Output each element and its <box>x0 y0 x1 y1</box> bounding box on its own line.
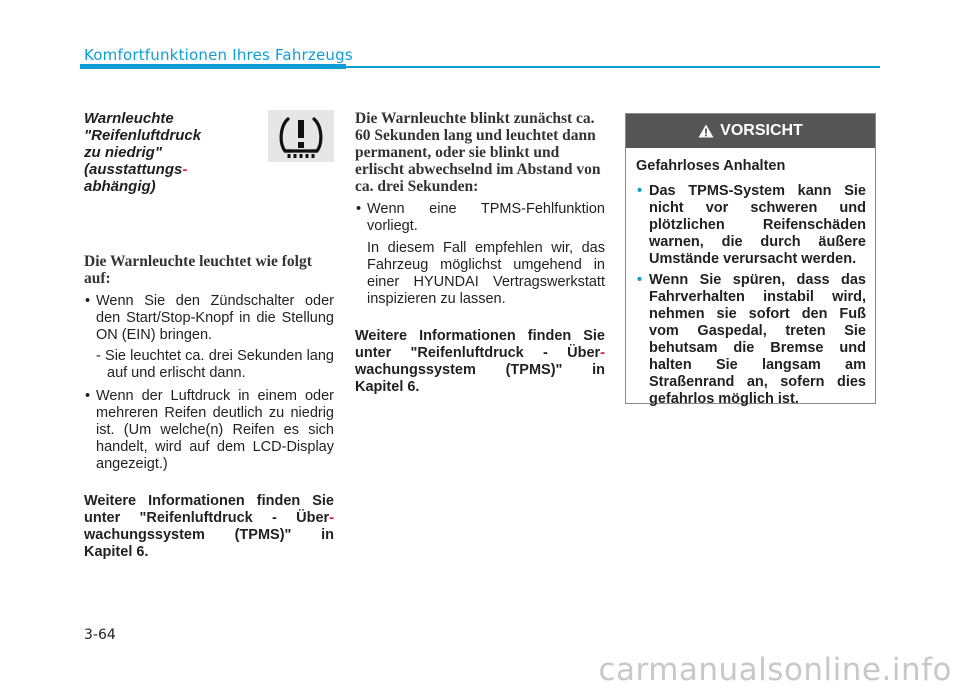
hyphen-red: - <box>182 161 188 178</box>
sub-item: - Sie leuchtet ca. drei Sekunden lang auf und erlischt dann. <box>96 348 334 381</box>
heading-text: (ausstattungs <box>84 161 183 178</box>
heading-line <box>84 161 264 178</box>
watermark: carmanualsonline.info <box>598 652 952 688</box>
more-info-text <box>355 328 605 396</box>
hyphen-red: - <box>600 345 605 361</box>
header-rule-thick <box>80 64 346 69</box>
heading-line: Warnleuchte <box>84 110 174 127</box>
more-info-part: Weitere Informationen finden Sie unter "Reifenluftdruck - Über <box>84 493 334 526</box>
caution-list <box>636 183 866 408</box>
list-item <box>84 293 334 382</box>
caution-box <box>625 113 876 407</box>
header-rule-thin <box>346 66 880 68</box>
more-info-part: Weitere Informationen finden Sie unter "Reifenluftdruck - Über <box>355 328 605 361</box>
heading-line: "Reifenluftdruck <box>84 127 202 144</box>
middle-column <box>355 110 605 396</box>
list-item: • Wenn Sie spüren, dass das Fahrverhalten instabil wird, nehmen sie sofort den Fuß vom Gaspedal, treten Sie behutsam die Bremse und halten Sie langsam am Straßenrand an, sofern dies gefahrlos möglich ist. <box>636 272 866 408</box>
note-text: In diesem Fall empfehlen wir, das Fahrzeug möglichst umgehend in einer HYUNDAI Vertragswerkstatt inspizieren zu lassen. <box>367 240 605 307</box>
bullet-list <box>355 201 605 235</box>
caution-label: VORSICHT <box>720 122 803 139</box>
heading-line: zu niedrig" <box>84 144 162 161</box>
section-title: Komfortfunktionen Ihres Fahrzeugs <box>84 46 353 64</box>
bullet-list <box>84 293 334 473</box>
caution-title: Gefahrloses Anhalten <box>636 158 786 174</box>
more-info-part: wachungssystem (TPMS)" in Kapitel 6. <box>355 362 605 395</box>
blink-intro-text: Die Warnleuchte blinkt zunächst ca. 60 Sekunden lang und leuchtet dann permanent, oder sie blinkt und erlischt abwechselnd im Abstand von ca. drei Sekunden: <box>355 110 601 195</box>
page-number: 3-64 <box>84 627 116 643</box>
warning-light-heading <box>84 110 264 195</box>
list-item: • Wenn eine TPMS-Fehlfunktion vorliegt. <box>355 201 605 235</box>
list-item: • Wenn der Luftdruck in einem oder mehreren Reifen deutlich zu niedrig ist. (Um welche(n) Reifen es sich handelt, wird auf dem LCD-Display angezeigt.) <box>84 388 334 473</box>
left-column <box>84 110 334 561</box>
warning-triangle-icon <box>698 124 714 138</box>
more-info-part: wachungssystem (TPMS)" in Kapitel 6. <box>84 527 334 560</box>
more-info-text <box>84 493 334 561</box>
caution-header <box>626 114 875 148</box>
tpms-warning-icon <box>268 110 334 162</box>
intro-text: Die Warnleuchte leuchtet wie folgt auf: <box>84 253 312 287</box>
heading-line: abhängig) <box>84 178 156 195</box>
list-item: • Das TPMS-System kann Sie nicht vor schweren und plötzlichen Reifenschäden warnen, die durch äußere Umstände verursacht werden. <box>636 183 866 268</box>
caution-body <box>626 148 875 408</box>
hyphen-red: - <box>329 510 334 526</box>
list-item-text: Wenn Sie den Zündschalter oder den Start/Stop-Knopf in die Stellung ON (EIN) bringen. <box>96 293 334 343</box>
